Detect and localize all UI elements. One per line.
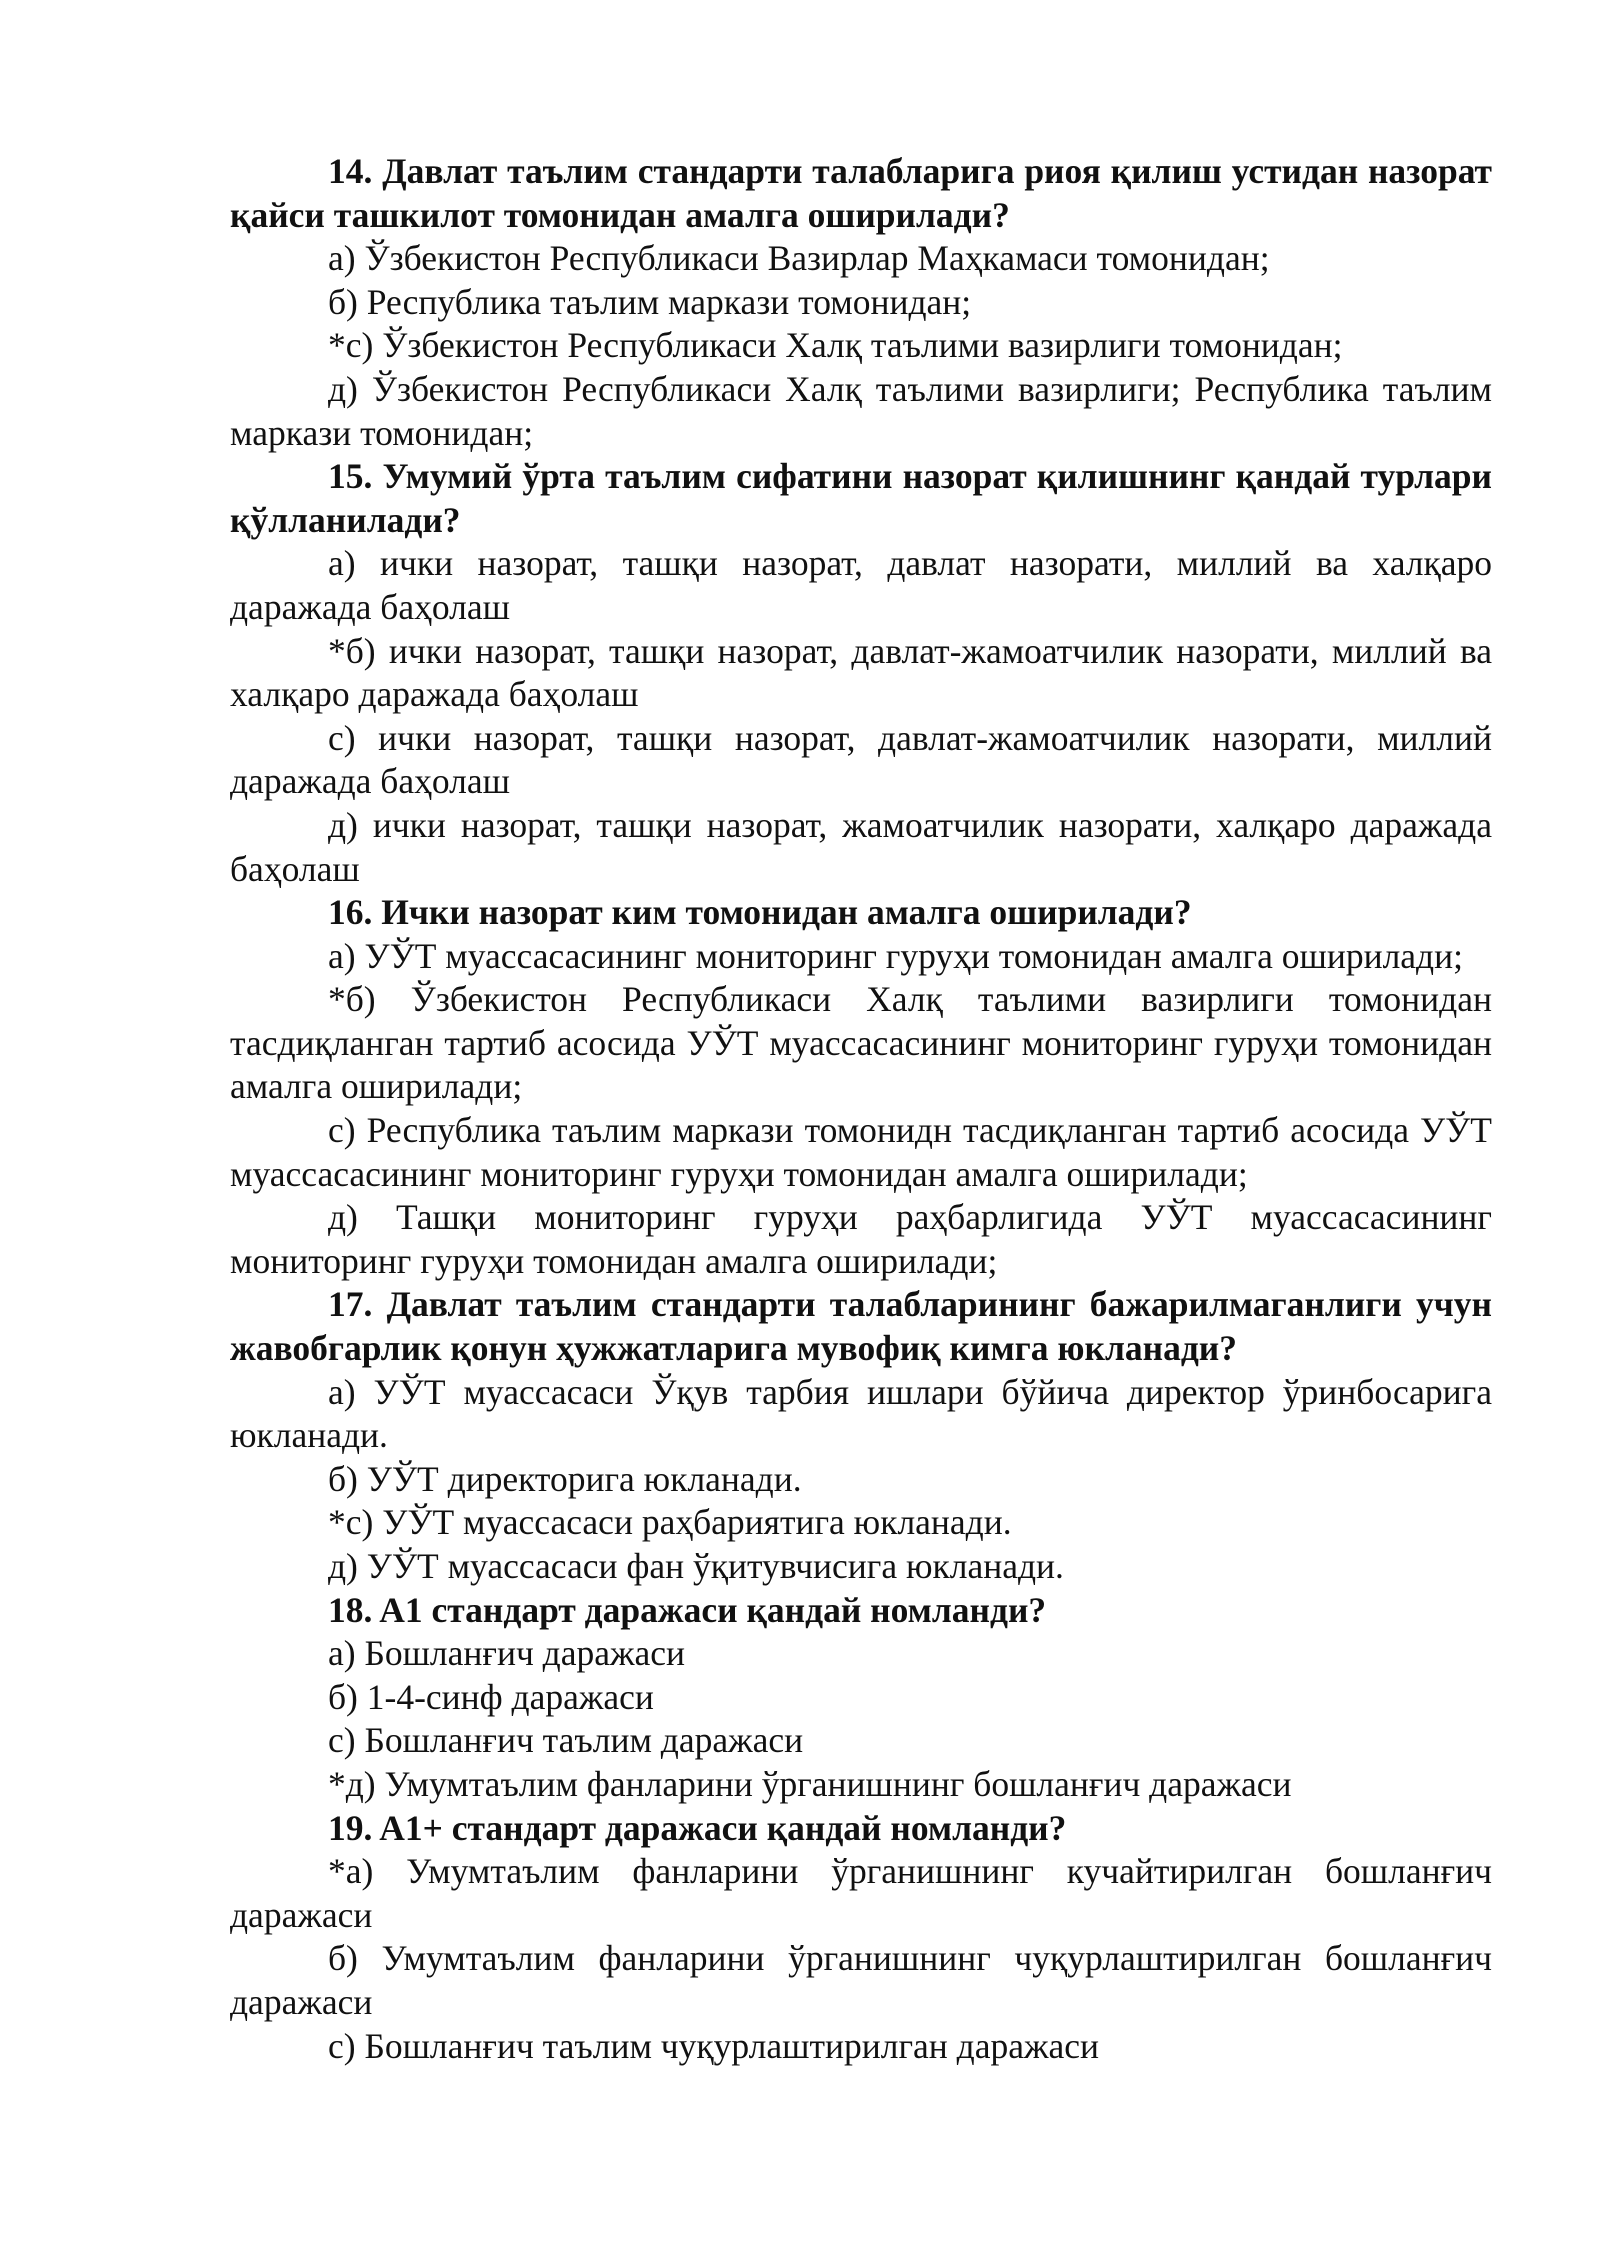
question-18: 18. A1 стандарт даражаси қандай номланди? [328, 1589, 1047, 1630]
option-15-a: а) ички назорат, ташқи назорат, давлат назорати, миллий ва халқаро даражада баҳолаш [230, 543, 1492, 627]
option-19-a: *а) Умумтаълим фанларини ўрганишнинг кучайтирилган бошланғич даражаси [230, 1851, 1492, 1935]
document-page [230, 150, 1492, 2068]
option-18-a: а) Бошланғич даражаси [328, 1633, 686, 1674]
option-14-d: д) Ўзбекистон Республикаси Халқ таълими вазирлиги; Республика таълим маркази томонидан; [230, 368, 1492, 453]
question-16: 16. Ички назорат ким томонидан амалга оширилади? [328, 892, 1192, 933]
option-17-b: б) УЎТ директорига юкланади. [328, 1458, 802, 1499]
option-16-b: *б) Ўзбекистон Республикаси Халқ таълими вазирлиги томонидан тасдиқланган тартиб асосида УЎТ муассасасининг мониторинг гуруҳи томонидан амалга оширилади; [230, 979, 1492, 1107]
option-19-b: б) Умумтаълим фанларини ўрганишнинг чуқурлаштирилган бошланғич даражаси [230, 1938, 1492, 2022]
option-16-a: а) УЎТ муассасасининг мониторинг гуруҳи томонидан амалга оширилади; [328, 935, 1463, 976]
option-18-c: с) Бошланғич таълим даражаси [328, 1720, 804, 1761]
option-14-c: *с) Ўзбекистон Республикаси Халқ таълими вазирлиги томонидан; [328, 325, 1343, 366]
option-14-b: б) Республика таълим маркази томонидан; [328, 281, 972, 322]
option-14-a: а) Ўзбекистон Республикаси Вазирлар Маҳкамаси томонидан; [328, 238, 1270, 279]
option-16-d: д) Ташқи мониторинг гуруҳи раҳбарлигида УЎТ муассасасининг мониторинг гуруҳи томонидан амалга оширилади; [230, 1197, 1492, 1281]
option-17-a: а) УЎТ муассасаси Ўқув тарбия ишлари бўйича директор ўринбосарига юкланади. [230, 1371, 1492, 1456]
question-17: 17. Давлат таълим стандарти талабларининг бажарилмаганлиги учун жавобгарлик қонун ҳужжатларига мувофиқ кимга юкланади? [230, 1284, 1492, 1369]
option-19-c: с) Бошланғич таълим чуқурлаштирилган даражаси [328, 2025, 1100, 2066]
question-19: 19. A1+ стандарт даражаси қандай номланди? [328, 1807, 1067, 1848]
option-15-d: д) ички назорат, ташқи назорат, жамоатчилик назорати, халқаро даражада баҳолаш [230, 804, 1492, 889]
question-14: 14. Давлат таълим стандарти талабларига риоя қилиш устидан назорат қайси ташкилот томонидан амалга оширилади? [230, 151, 1492, 235]
option-18-d: *д) Умумтаълим фанларини ўрганишнинг бошланғич даражаси [328, 1763, 1292, 1804]
option-16-c: с) Республика таълим маркази томонидн тасдиқланган тартиб асосида УЎТ муассасасининг мониторинг гуруҳи томонидан амалга оширилади; [230, 1110, 1492, 1194]
option-17-c: *с) УЎТ муассасаси раҳбариятига юкланади. [328, 1502, 1012, 1543]
question-15: 15. Умумий ўрта таълим сифатини назорат қилишнинг қандай турлари қўлланилади? [230, 456, 1492, 540]
option-17-d: д) УЎТ муассасаси фан ўқитувчисига юкланади. [328, 1546, 1064, 1586]
option-15-c: с) ички назорат, ташқи назорат, давлат-жамоатчилик назорати, миллий даражада баҳолаш [230, 717, 1492, 802]
option-18-b: б) 1-4-синф даражаси [328, 1676, 654, 1717]
option-15-b: *б) ички назорат, ташқи назорат, давлат-жамоатчилик назорати, миллий ва халқаро даражада баҳолаш [230, 630, 1492, 715]
